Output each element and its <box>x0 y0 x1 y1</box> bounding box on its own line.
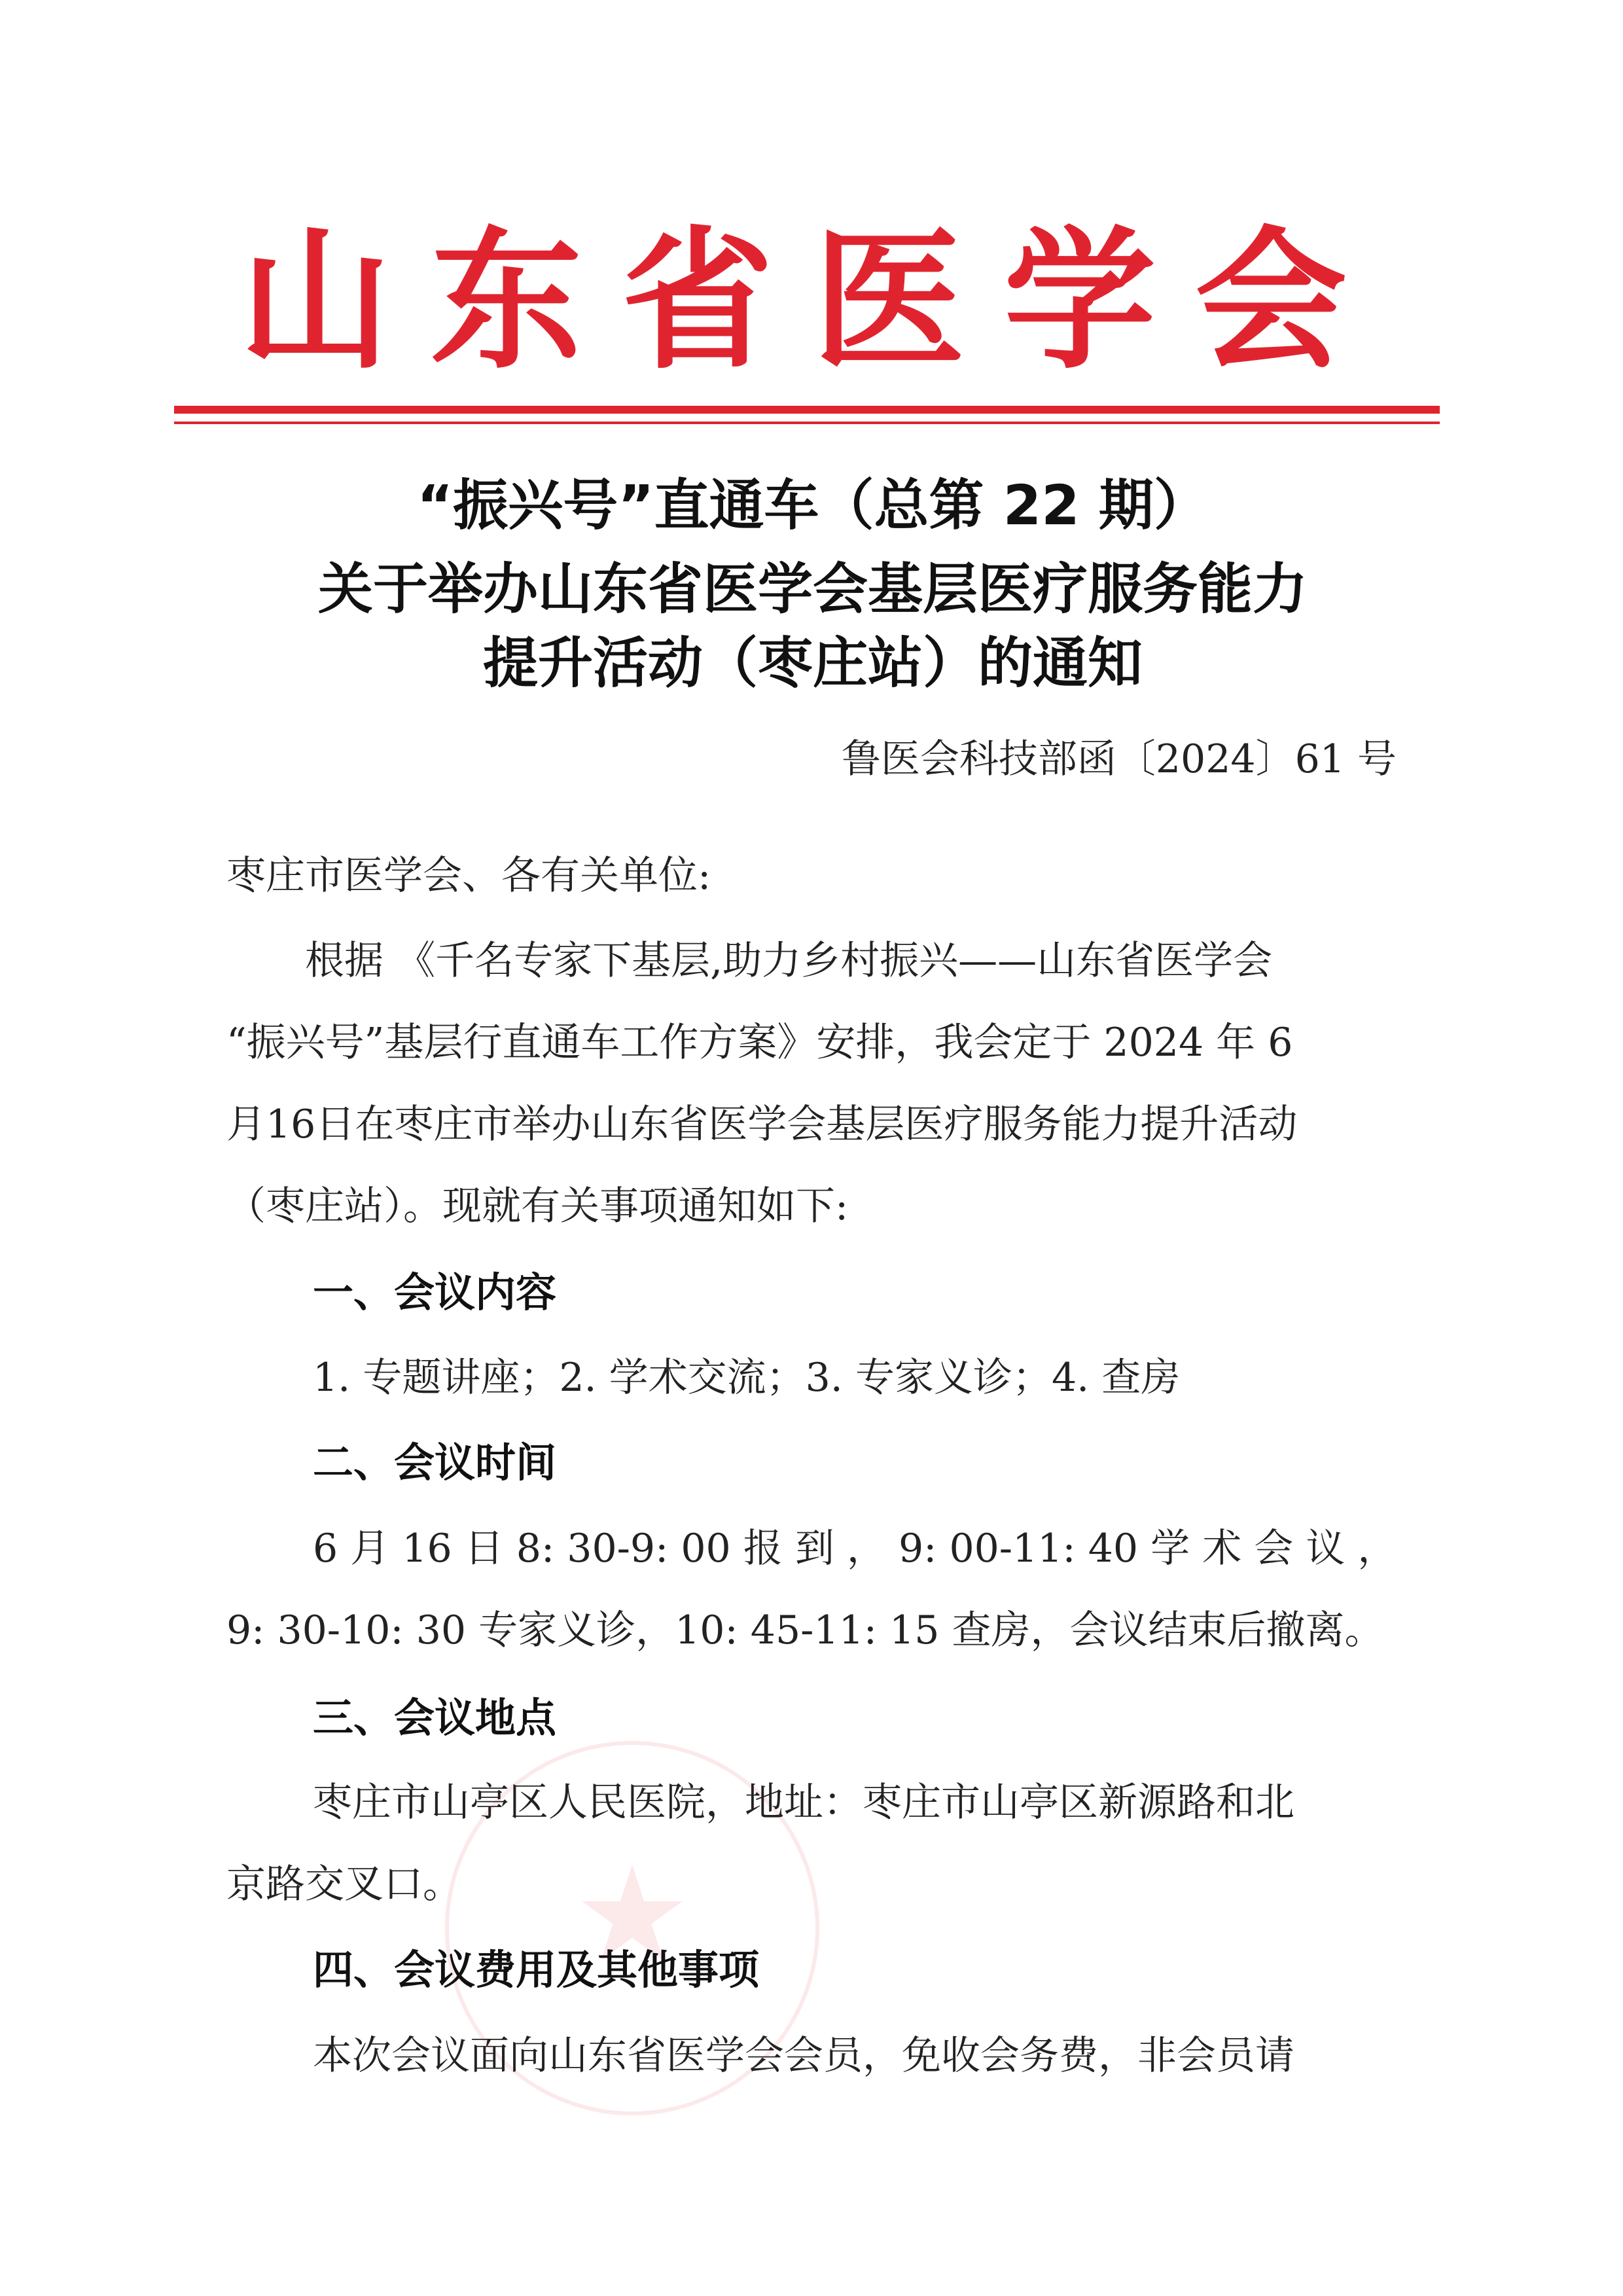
title-line-1: “振兴号”直通车（总第 22 期） <box>417 473 1209 537</box>
intro-line-3: 月16日在枣庄市举办山东省医学会基层医疗服务能力提升活动 <box>226 1102 1298 1147</box>
section-heading-time: 二、会议时间 <box>313 1439 557 1486</box>
intro-line-2: “振兴号”基层行直通车工作方案》安排，我会定于 2024 年 6 <box>226 1020 1293 1066</box>
document-number: 鲁医会科技部函〔2024〕61 号 <box>841 736 1397 782</box>
time-line-1: 6 月 16 日 8: 30-9: 00 报 到 ， 9: 00-11: 40 学 术 会 议 ， <box>313 1526 1397 1571</box>
salutation-text: 枣庄市医学会、各有关单位: <box>226 853 711 899</box>
section-heading-fees: 四、会议费用及其他事项 <box>313 1946 760 1994</box>
location-line-2: 京路交叉口。 <box>226 1861 462 1907</box>
fees-line-1: 本次会议面向山东省医学会会员，免收会务费，非会员请 <box>313 2033 1294 2079</box>
content-line-1: 1. 专题讲座；2. 学术交流；3. 专家义诊；4. 查房 <box>313 1355 1181 1401</box>
location-line-1: 枣庄市山亭区人民医院，地址：枣庄市山亭区新源路和北 <box>313 1780 1294 1825</box>
letterhead-org-name: 山东省医学会 <box>239 213 1386 389</box>
intro-line-4: （枣庄站）。现就有关事项通知如下: <box>226 1183 849 1229</box>
letterhead-divider-thick <box>174 406 1440 414</box>
title-line-3: 提升活动（枣庄站）的通知 <box>482 631 1143 695</box>
time-line-2: 9: 30-10: 30 专家义诊，10: 45-11: 15 查房，会议结束后撤离。 <box>226 1607 1384 1653</box>
section-heading-content: 一、会议内容 <box>313 1268 557 1316</box>
seal-star-icon: ★ <box>573 1839 691 1991</box>
title-line-2: 关于举办山东省医学会基层医疗服务能力 <box>317 557 1308 621</box>
section-heading-location: 三、会议地点 <box>313 1694 557 1742</box>
intro-line-1: 根据 《千名专家下基层,助力乡村振兴——山东省医学会 <box>305 938 1273 984</box>
letterhead-divider-thin <box>174 422 1440 424</box>
